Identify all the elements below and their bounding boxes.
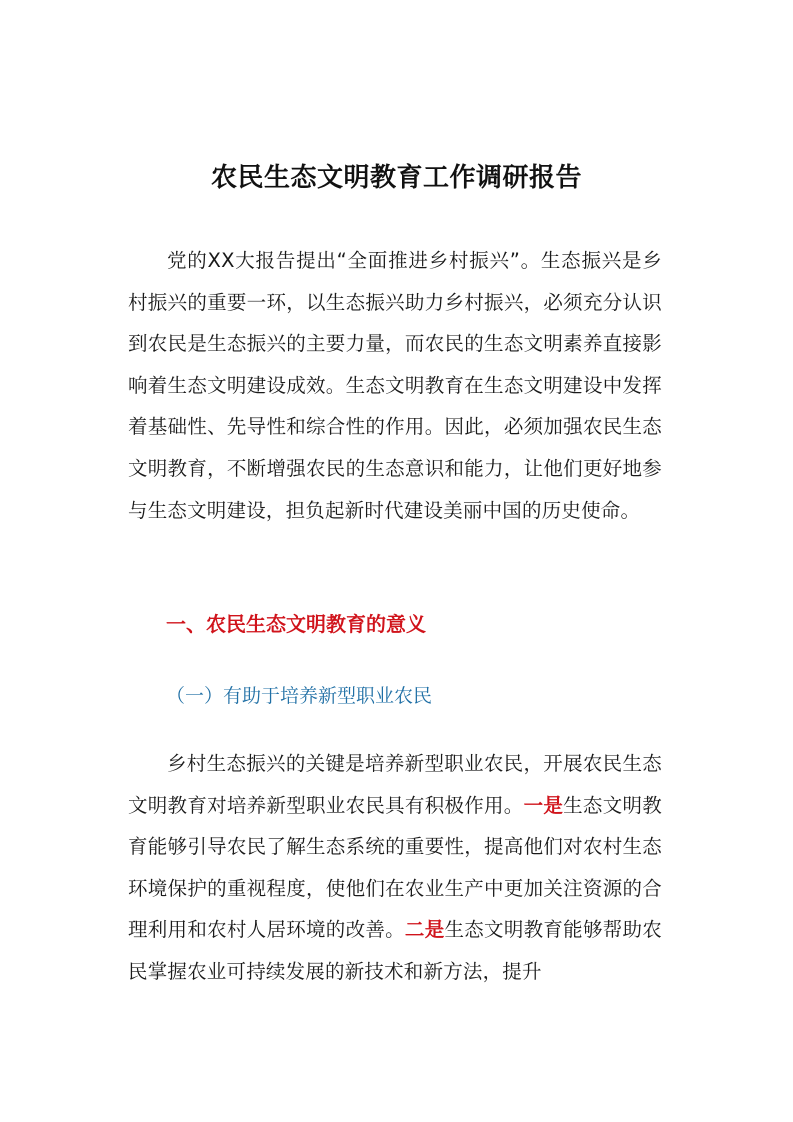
body-text-2: 生态文明教育能够引导农民了解生态系统的重要性，提高他们对农村生态环境保护的重视程度，使他们在农业生产中更加关注资源的合理利用和农村人居环境的改善。 [128,793,662,942]
body-text-1: 乡村生态振兴的关键是培养新型职业农民，开展农民生态文明教育对培养新型职业农民具有积极作用。 [128,752,662,817]
emphasis-marker-second: 二是 [404,918,445,942]
emphasis-marker-first: 一是 [523,793,564,817]
section-heading: 一、农民生态文明教育的意义 [166,612,426,636]
body-text-3: 生态文明教育能够帮助农民掌握农业可持续发展的新技术和新方法，提升 [128,918,662,983]
intro-paragraph: 党的XX大报告提出“全面推进乡村振兴”。生态振兴是乡村振兴的重要一环，以生态振兴助力乡村振兴，必须充分认识到农民是生态振兴的主要力量，而农民的生态文明素养直接影响着生态文明建设成效。生态文明教育在生态文明建设中发挥着基础性、先导性和综合性的作用。因此，必须加强农民生态文明教育，不断增强农民的生态意识和能力，让他们更好地参与生态文明建设，担负起新时代建设美丽中国的历史使命。 [128,249,662,522]
body-paragraph [128,743,662,993]
subsection-heading: （一）有助于培养新型职业农民 [166,685,433,707]
document-title: 农民生态文明教育工作调研报告 [210,163,582,193]
